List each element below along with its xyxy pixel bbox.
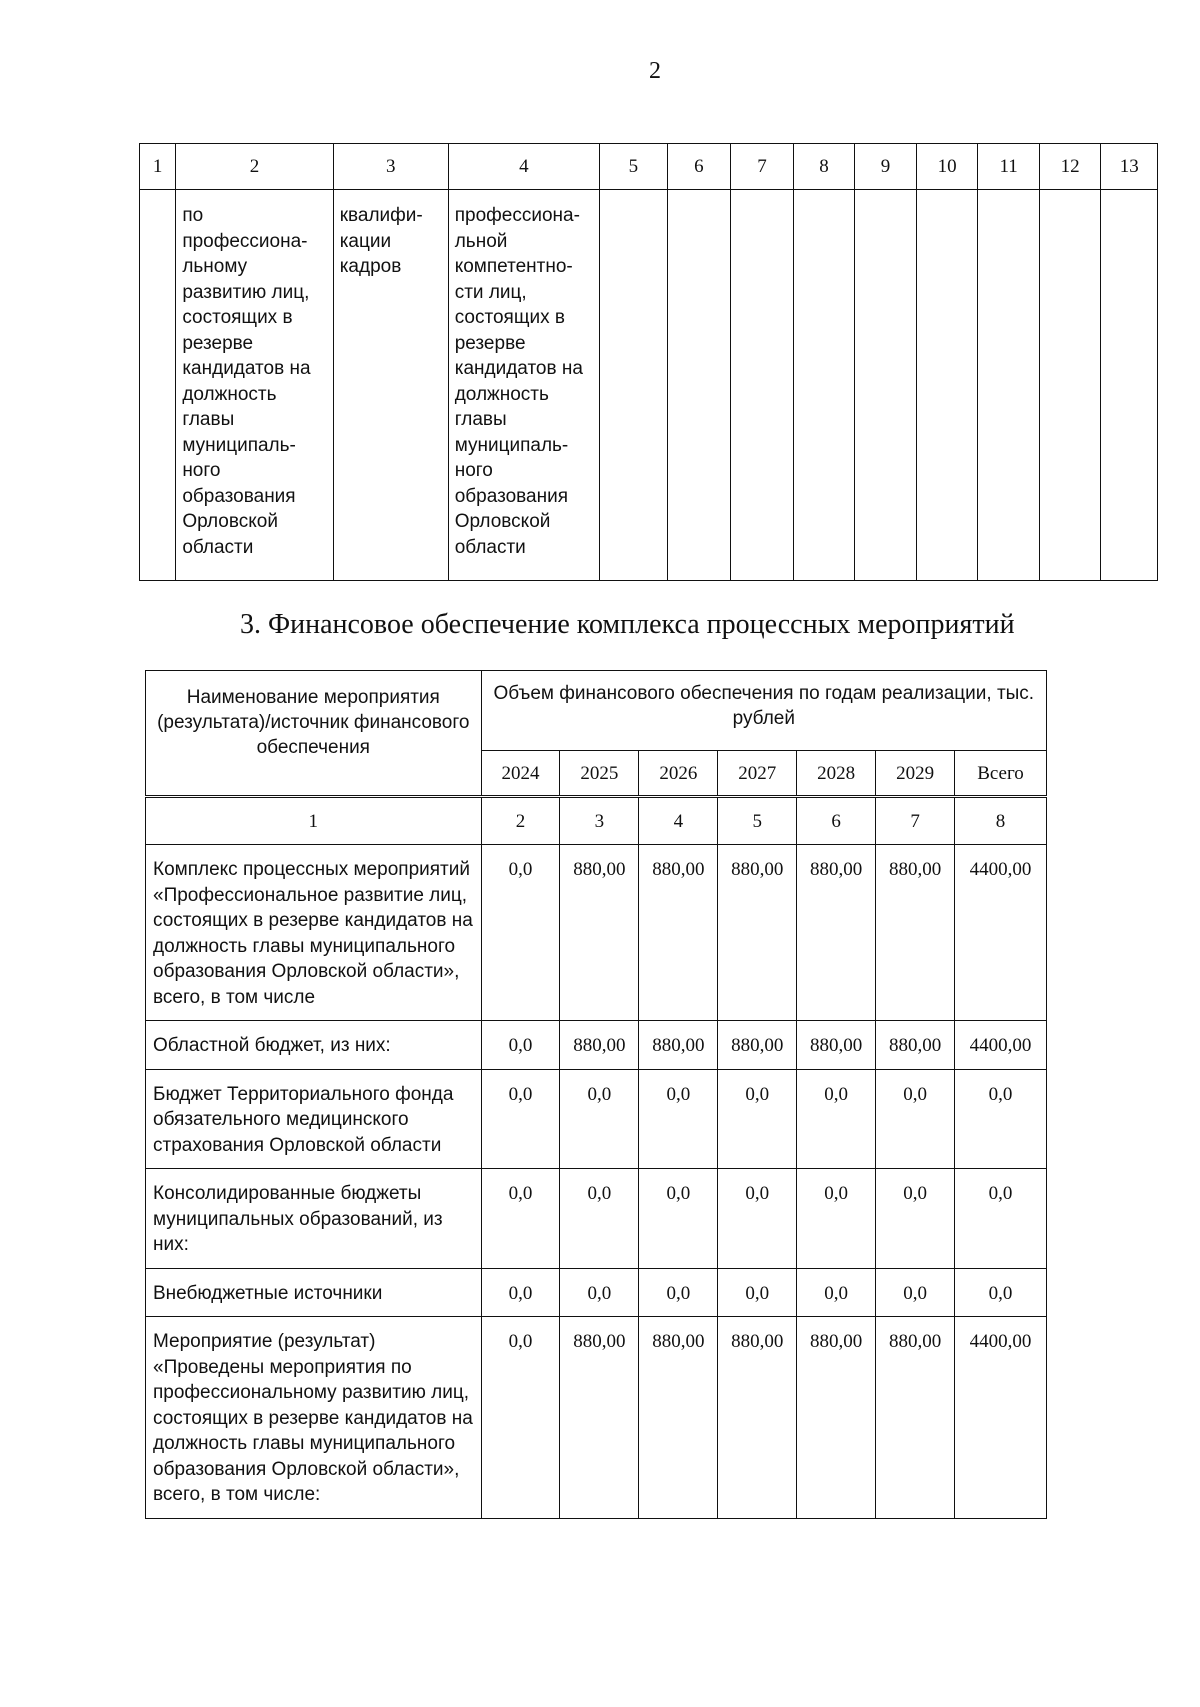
- column-number: 11: [978, 144, 1040, 190]
- column-number: 5: [718, 797, 797, 845]
- value-cell: 0,0: [560, 1169, 639, 1269]
- value-cell: 880,00: [560, 1317, 639, 1519]
- column-number: 8: [955, 797, 1047, 845]
- value-cell: 0,0: [481, 1169, 560, 1269]
- value-cell: 0,0: [718, 1268, 797, 1317]
- value-cell: 880,00: [639, 1317, 718, 1519]
- value-cell: 0,0: [481, 1268, 560, 1317]
- value-cell: 0,0: [876, 1069, 955, 1169]
- column-number: 7: [876, 797, 955, 845]
- value-cell: 0,0: [876, 1268, 955, 1317]
- cell-line: должность: [454, 383, 549, 405]
- cell-line: состоящих в: [454, 307, 565, 328]
- cell-line: главы: [454, 409, 507, 430]
- cell-line: образования: [182, 485, 296, 507]
- header-name-cell: Наименование мероприятия (результата)/источник финансового обеспечения: [146, 671, 482, 797]
- column-number: 1: [146, 797, 482, 845]
- column-number: 4: [639, 797, 718, 845]
- table-row: [146, 845, 1047, 1021]
- cell-line: профессиона-: [182, 230, 308, 252]
- column-number: 4: [448, 144, 599, 190]
- indicators-table-continuation: [139, 143, 1158, 581]
- column-number: 3: [333, 144, 448, 190]
- table-row: [146, 1021, 1047, 1070]
- cell-line: образования: [454, 485, 568, 507]
- header-volume-cell: Объем финансового обеспечения по годам реализации, тыс. рублей: [481, 671, 1046, 751]
- value-cell: 0,0: [481, 845, 560, 1021]
- cell-line: ного: [182, 460, 221, 481]
- value-cell: 0,0: [639, 1169, 718, 1269]
- year-header: Всего: [955, 751, 1047, 797]
- value-cell: 880,00: [718, 845, 797, 1021]
- value-cell: 880,00: [639, 1021, 718, 1070]
- row-name: Бюджет Территориального фонда обязательного медицинского страхования Орловской области: [146, 1069, 482, 1169]
- cell-line: льному: [182, 256, 248, 277]
- year-header: 2028: [797, 751, 876, 797]
- column-number: 10: [916, 144, 978, 190]
- value-cell: 4400,00: [955, 845, 1047, 1021]
- year-header: 2027: [718, 751, 797, 797]
- table-row: [146, 1268, 1047, 1317]
- column-number: 6: [797, 797, 876, 845]
- value-cell: 880,00: [876, 1021, 955, 1070]
- table-row: [146, 1317, 1047, 1519]
- cell-line: резерве: [182, 332, 254, 354]
- cell-line: Орловской: [182, 511, 278, 532]
- cell-line: области: [182, 536, 254, 558]
- year-header: 2025: [560, 751, 639, 797]
- cell-line: кации: [339, 230, 392, 252]
- cell-line: муниципаль-: [182, 434, 296, 456]
- column-number: 12: [1039, 144, 1101, 190]
- value-cell: 0,0: [481, 1317, 560, 1519]
- cell-line: квалифи-: [339, 205, 423, 226]
- value-cell: 0,0: [718, 1069, 797, 1169]
- cell-line: сти лиц,: [454, 281, 527, 303]
- row-name: Комплекс процессных мероприятий «Профессиональное развитие лиц, состоящих в резерве кандидатов на должность главы муниципального образования Орловской области», всего, в том числе: [146, 845, 482, 1021]
- value-cell: 880,00: [639, 845, 718, 1021]
- column-number-row: [140, 144, 1158, 190]
- cell-line: льной: [454, 230, 508, 252]
- value-cell: 0,0: [481, 1069, 560, 1169]
- column-number: 2: [176, 144, 333, 190]
- value-cell: 0,0: [955, 1268, 1047, 1317]
- value-cell: 0,0: [955, 1169, 1047, 1269]
- column-number: 9: [855, 144, 917, 190]
- table-row: [146, 1169, 1047, 1269]
- value-cell: 0,0: [639, 1268, 718, 1317]
- value-cell: 0,0: [718, 1169, 797, 1269]
- cell-line: состоящих в: [182, 307, 293, 328]
- value-cell: 880,00: [797, 1317, 876, 1519]
- cell-line: развитию лиц,: [182, 281, 310, 303]
- row-name: Областной бюджет, из них:: [146, 1021, 482, 1070]
- column-number: 6: [667, 144, 731, 190]
- cell-line: по: [182, 205, 204, 226]
- value-cell: 880,00: [876, 845, 955, 1021]
- year-header: 2024: [481, 751, 560, 797]
- value-cell: 880,00: [797, 845, 876, 1021]
- cell-line: профессиона-: [454, 205, 580, 226]
- cell-line: компетентно-: [454, 256, 573, 277]
- column-number: 1: [140, 144, 176, 190]
- value-cell: 0,0: [560, 1268, 639, 1317]
- value-cell: 880,00: [560, 1021, 639, 1070]
- column-number: 7: [731, 144, 794, 190]
- cell-line: кандидатов на: [454, 358, 583, 379]
- column-number: 13: [1101, 144, 1158, 190]
- cell-line: области: [454, 536, 526, 558]
- value-cell: 0,0: [797, 1268, 876, 1317]
- value-cell: 4400,00: [955, 1021, 1047, 1070]
- header-row: [146, 671, 1047, 751]
- cell-line: должность: [182, 383, 277, 405]
- value-cell: 0,0: [876, 1169, 955, 1269]
- cell-line: Орловской: [454, 511, 551, 532]
- row-name: Консолидированные бюджеты муниципальных образований, из них:: [146, 1169, 482, 1269]
- cell-line: ного: [454, 460, 493, 481]
- value-cell: 880,00: [718, 1021, 797, 1070]
- column-number: 8: [793, 144, 855, 190]
- value-cell: 0,0: [955, 1069, 1047, 1169]
- competence-cell: [448, 190, 599, 581]
- value-cell: 0,0: [560, 1069, 639, 1169]
- table-row: [146, 1069, 1047, 1169]
- cell-line: кадров: [339, 256, 402, 277]
- cell-line: резерве: [454, 332, 526, 354]
- value-cell: 880,00: [560, 845, 639, 1021]
- cell-line: главы: [182, 409, 235, 430]
- column-number: 3: [560, 797, 639, 845]
- financing-table: [145, 670, 1047, 1519]
- empty-cell: [140, 190, 176, 581]
- year-header: 2029: [876, 751, 955, 797]
- target-cell: [176, 190, 333, 581]
- section-title: 3. Финансовое обеспечение комплекса процессных мероприятий: [240, 609, 1015, 640]
- value-cell: 880,00: [718, 1317, 797, 1519]
- value-cell: 0,0: [797, 1169, 876, 1269]
- cell-line: кандидатов на: [182, 358, 311, 379]
- row-name: Мероприятие (результат) «Проведены мероприятия по профессиональному развитию лиц, состоящих в резерве кандидатов на должность главы муниципального образования Орловской области», всего, в том числе:: [146, 1317, 482, 1519]
- column-number-row: [146, 797, 1047, 845]
- cell-line: муниципаль-: [454, 434, 569, 456]
- value-cell: 4400,00: [955, 1317, 1047, 1519]
- value-cell: 880,00: [797, 1021, 876, 1070]
- qualification-cell: [333, 190, 448, 581]
- year-header: 2026: [639, 751, 718, 797]
- value-cell: 880,00: [876, 1317, 955, 1519]
- column-number: 5: [600, 144, 668, 190]
- table-row: [140, 190, 1158, 581]
- value-cell: 0,0: [797, 1069, 876, 1169]
- column-number: 2: [481, 797, 560, 845]
- page-number: 2: [649, 58, 661, 84]
- value-cell: 0,0: [639, 1069, 718, 1169]
- row-name: Внебюджетные источники: [146, 1268, 482, 1317]
- value-cell: 0,0: [481, 1021, 560, 1070]
